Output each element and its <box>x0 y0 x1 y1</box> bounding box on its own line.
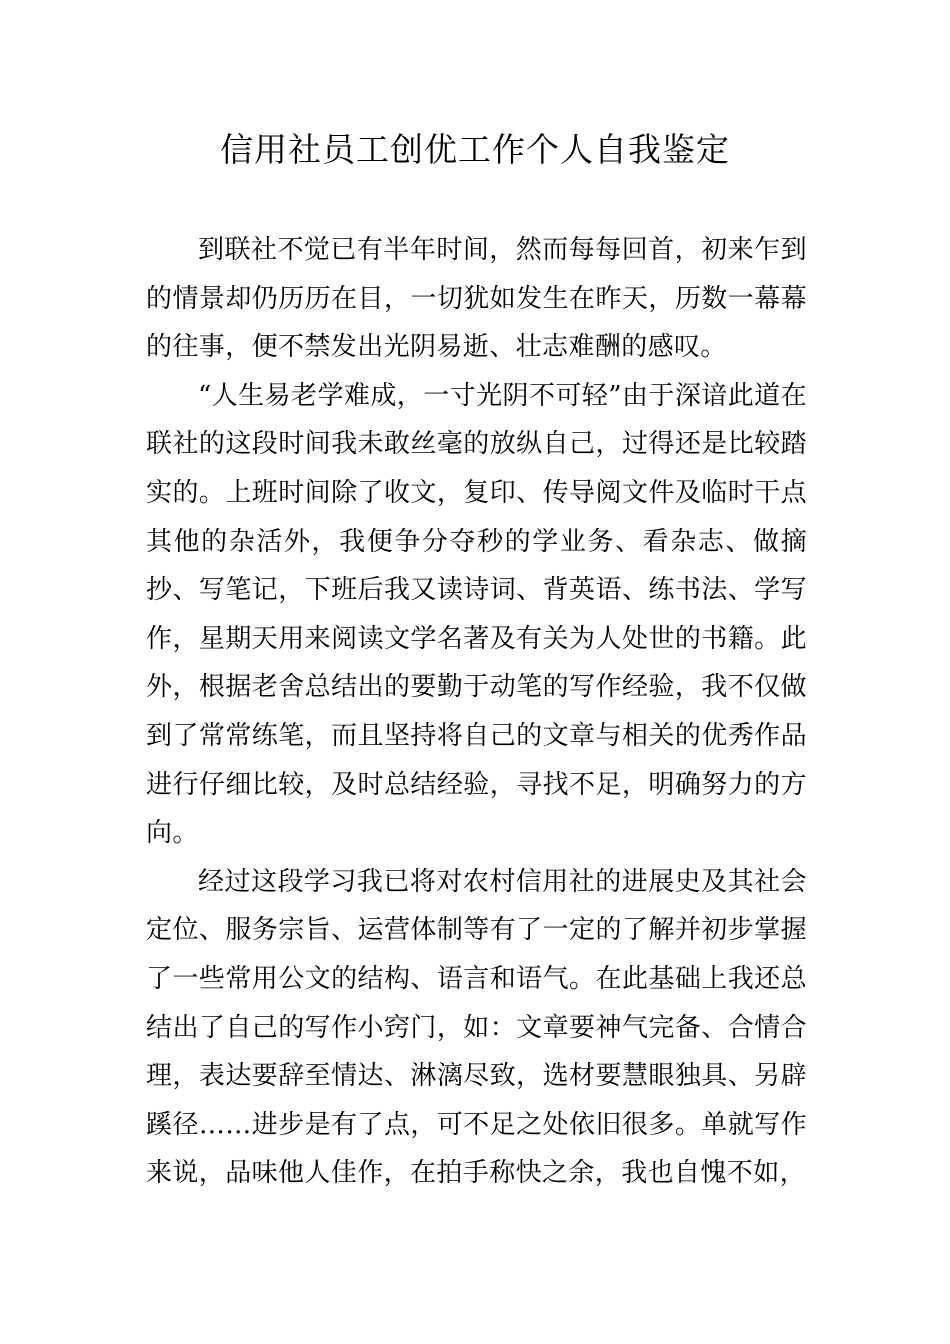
document-title: 信用社员工创优工作个人自我鉴定 <box>220 130 730 169</box>
document-body <box>146 226 807 1198</box>
paragraph-3: 经过这段学习我已将对农村信用社的进展史及其社会定位、服务宗旨、运营体制等有了一定的了解并初步掌握了一些常用公文的结构、语言和语气。在此基础上我还总结出了自己的写作小窍门，如：文章要神气完备、合情合理，表达要辞至情达、淋漓尽致，选材要慧眼独具、另辟蹊径……进步是有了点，可不足之处依旧很多。单就写作来说，品味他人佳作，在拍手称快之余，我也自愧不如， <box>146 866 807 1189</box>
paragraph-1: 到联社不觉已有半年时间，然而每每回首，初来乍到的情景却仍历历在目，一切犹如发生在昨天，历数一幕幕的往事，便不禁发出光阴易逝、壮志难酬的感叹。 <box>146 235 807 363</box>
paragraph-2: “人生易老学难成，一寸光阴不可轻”由于深谙此道在联社的这段时间我未敢丝毫的放纵自己，过得还是比较踏实的。上班时间除了收文，复印、传导阅文件及临时干点其他的杂活外，我便争分夺秒的学业务、看杂志、做摘抄、写笔记，下班后我又读诗词、背英语、练书法、学写作，星期天用来阅读文学名著及有关为人处世的书籍。此外，根据老舍总结出的要勤于动笔的写作经验，我不仅做到了常常练笔，而且坚持将自己的文章与相关的优秀作品进行仔细比较，及时总结经验，寻找不足，明确努力的方向。 <box>146 380 807 849</box>
